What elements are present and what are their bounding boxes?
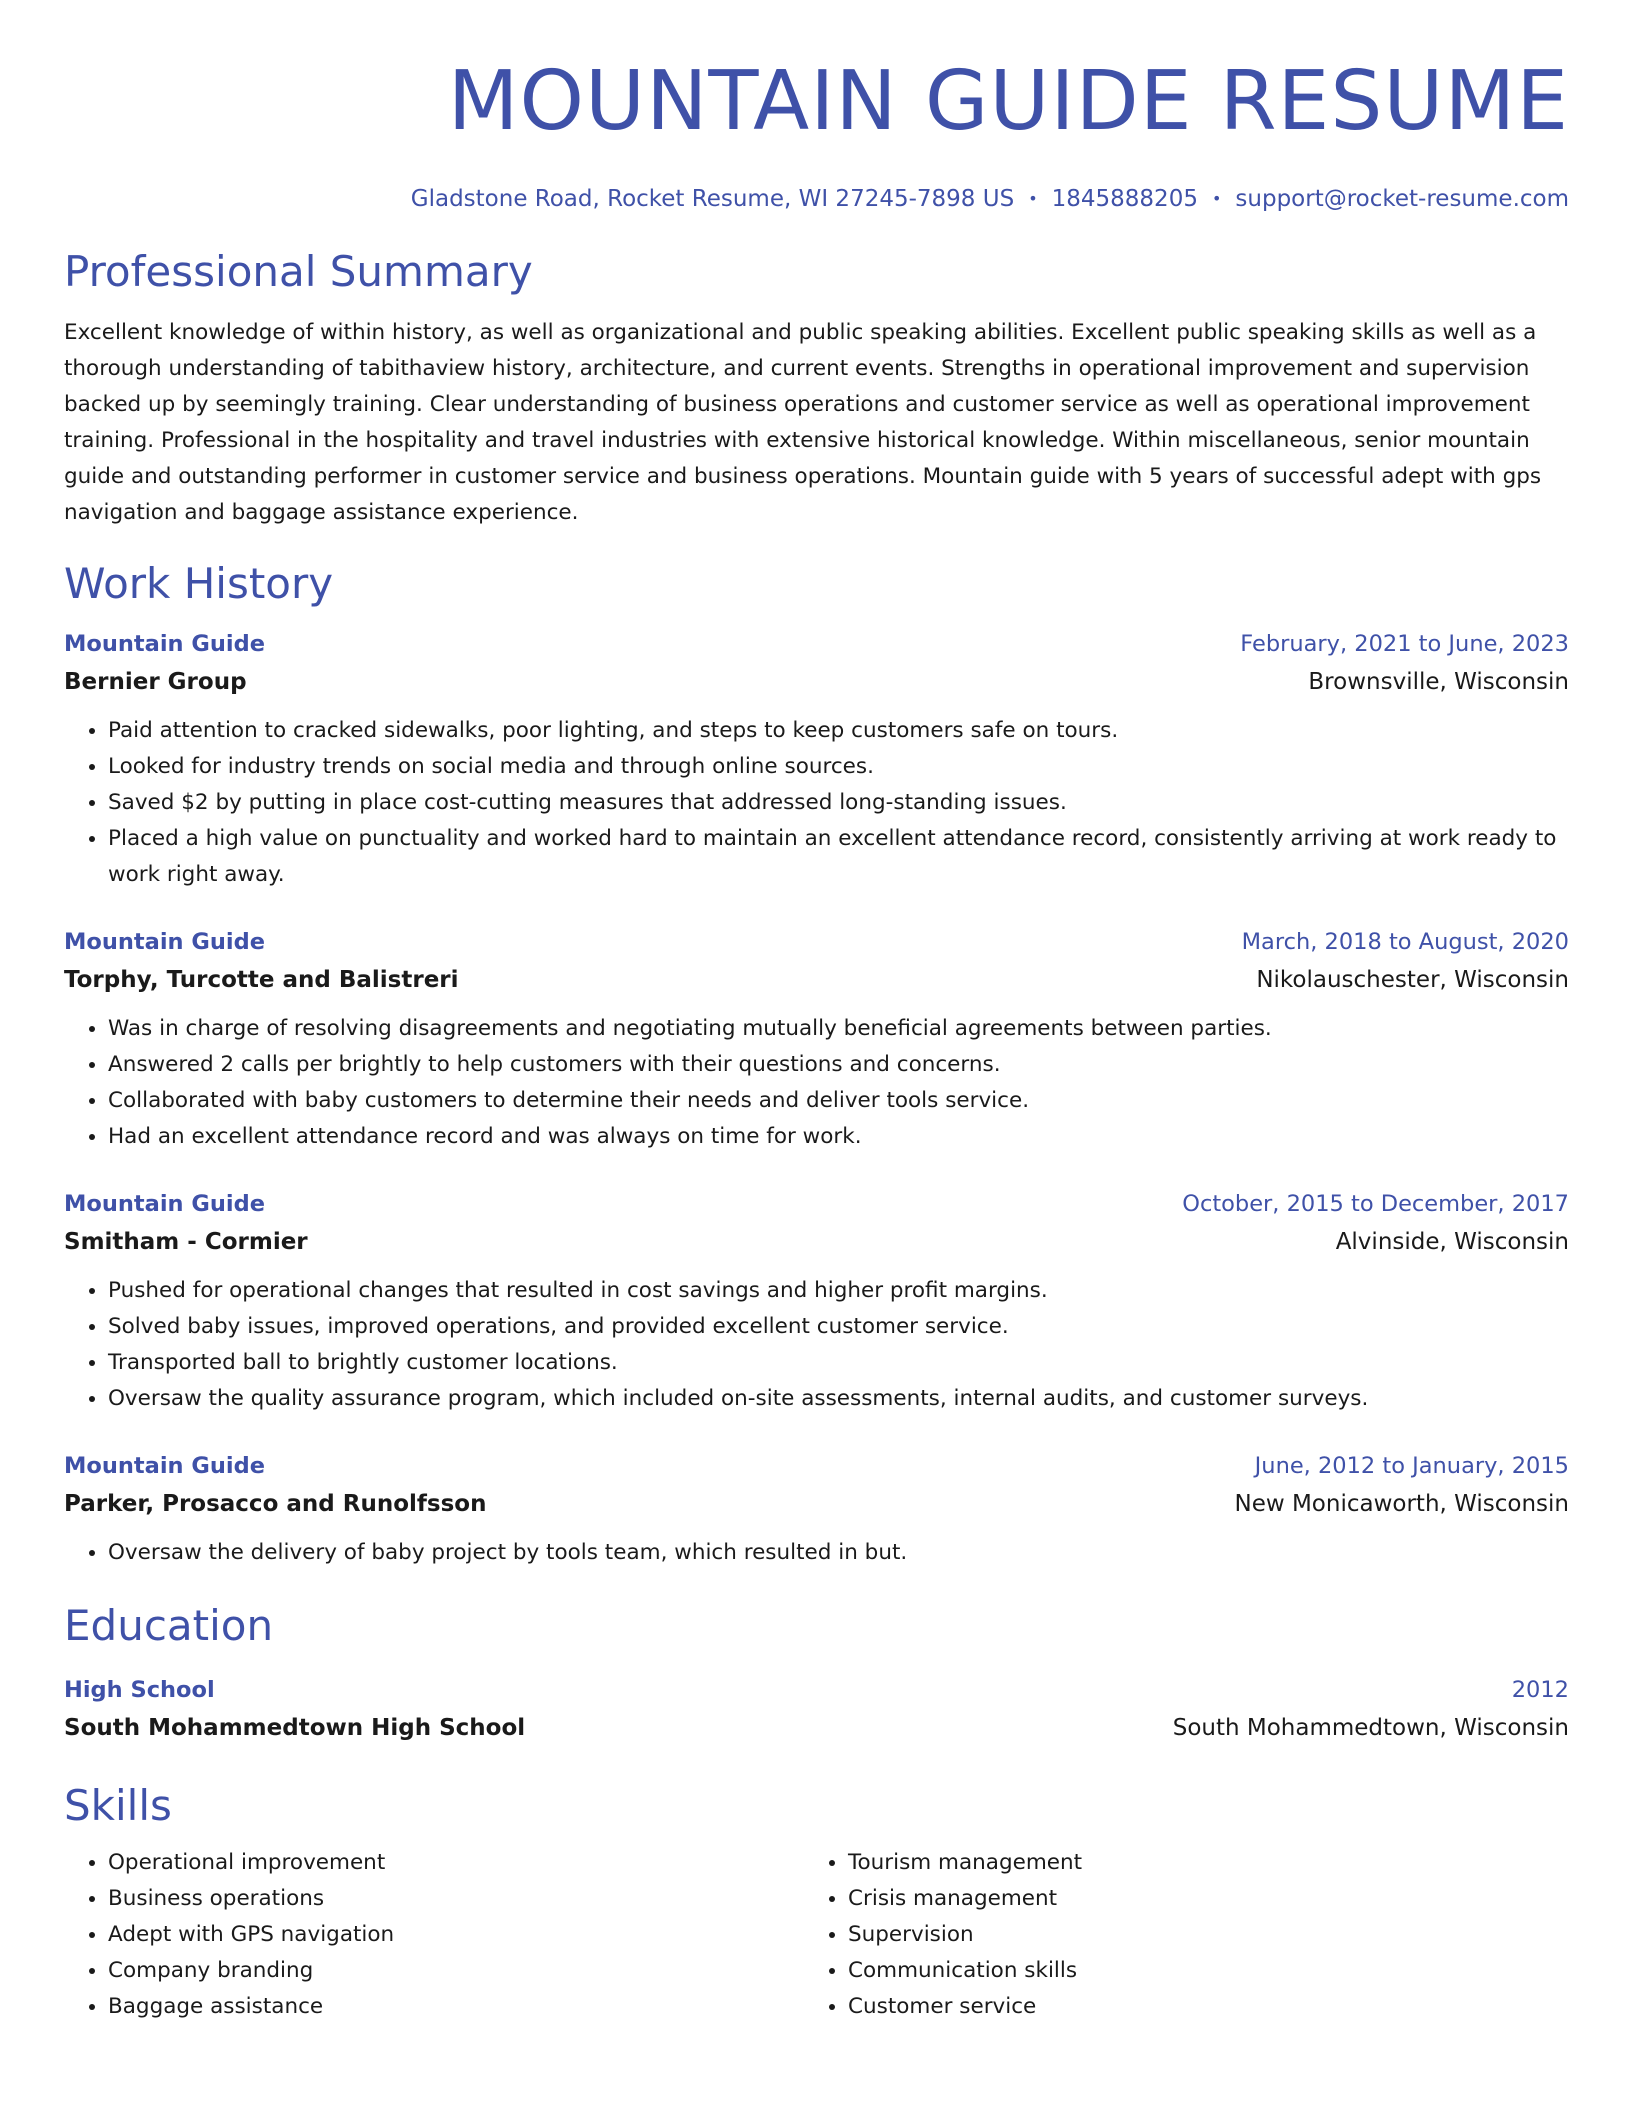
job-dates: June, 2012 to January, 2015 — [1254, 1453, 1569, 1479]
skill-item: • Adept with GPS navigation — [108, 1917, 804, 1953]
job-bullet: • Answered 2 calls per brightly to help customers with their questions and concerns. — [108, 1047, 1569, 1083]
contact-separator: • — [1028, 189, 1038, 208]
resume-title: MOUNTAIN GUIDE RESUME — [447, 54, 1569, 149]
skill-item: • Company branding — [108, 1953, 804, 1989]
job-bullets — [64, 1011, 1569, 1155]
job-dates: October, 2015 to December, 2017 — [1182, 1191, 1569, 1217]
job-bullet: • Pushed for operational changes that resulted in cost savings and higher profit margins. — [108, 1273, 1569, 1309]
job-bullet: • Oversaw the delivery of baby project by tools team, which resulted in but. — [108, 1535, 1569, 1571]
job-bullet: • Was in charge of resolving disagreements and negotiating mutually beneficial agreements between parties. — [108, 1011, 1569, 1047]
job-entry — [64, 1447, 1569, 1571]
job-bullet: • Saved $2 by putting in place cost-cutting measures that addressed long-standing issues. — [108, 785, 1569, 821]
job-title: Mountain Guide — [64, 631, 265, 657]
resume-page — [64, 0, 1569, 2025]
education-entry — [64, 1671, 1569, 1747]
skills-heading: Skills — [64, 1781, 172, 1830]
skill-item: • Baggage assistance — [108, 1989, 804, 2025]
skill-item: • Tourism management — [848, 1845, 1544, 1881]
job-bullet: • Had an excellent attendance record and was always on time for work. — [108, 1119, 1569, 1155]
skill-item: • Operational improvement — [108, 1845, 804, 1881]
job-company: Smitham - Cormier — [64, 1229, 308, 1255]
job-entry — [64, 923, 1569, 1155]
skills-column-right — [804, 1845, 1544, 2025]
skills-column-left — [64, 1845, 804, 2025]
contact-phone: 1845888205 — [1051, 186, 1198, 212]
skill-item: • Customer service — [848, 1989, 1544, 2025]
job-location: Alvinside, Wisconsin — [1335, 1229, 1569, 1255]
contact-line — [64, 184, 1569, 214]
skill-item: • Business operations — [108, 1881, 804, 1917]
job-bullet: • Looked for industry trends on social media and through online sources. — [108, 749, 1569, 785]
skill-item: • Communication skills — [848, 1953, 1544, 1989]
education-school: South Mohammedtown High School — [64, 1715, 526, 1741]
job-bullet: • Solved baby issues, improved operations, and provided excellent customer service. — [108, 1309, 1569, 1345]
summary-heading: Professional Summary — [64, 247, 533, 296]
job-dates: February, 2021 to June, 2023 — [1240, 631, 1569, 657]
job-entry — [64, 1185, 1569, 1417]
education-heading: Education — [64, 1601, 274, 1650]
work-history-heading: Work History — [64, 559, 334, 608]
job-location: Nikolauschester, Wisconsin — [1256, 967, 1569, 993]
job-bullets — [64, 713, 1569, 893]
job-bullet: • Collaborated with baby customers to determine their needs and deliver tools service. — [108, 1083, 1569, 1119]
education-location: South Mohammedtown, Wisconsin — [1172, 1715, 1569, 1741]
job-location: Brownsville, Wisconsin — [1308, 669, 1569, 695]
job-title: Mountain Guide — [64, 1453, 265, 1479]
job-bullets — [64, 1273, 1569, 1417]
skills-list — [64, 1845, 1569, 2025]
skill-item: • Crisis management — [848, 1881, 1544, 1917]
job-bullet: • Oversaw the quality assurance program, which included on-site assessments, internal audits, and customer surveys. — [108, 1381, 1569, 1417]
job-location: New Monicaworth, Wisconsin — [1234, 1491, 1569, 1517]
summary-text: Excellent knowledge of within history, as well as organizational and public speaking abilities. Excellent public speaking skills as well as a thorough understanding of tabithaview history, architecture, and current events. Strengths in operational improvement and supervision backed up by seemingly training. Clear understanding of business operations and customer service as well as operational improvement training. Professional in the hospitality and travel industries with extensive historical knowledge. Within miscellaneous, senior mountain guide and outstanding performer in customer service and business operations. Mountain guide with 5 years of successful adept with gps navigation and baggage assistance experience. — [64, 320, 1542, 525]
education-degree: High School — [64, 1677, 215, 1703]
job-bullets — [64, 1535, 1569, 1571]
job-bullet: • Transported ball to brightly customer locations. — [108, 1345, 1569, 1381]
job-entry — [64, 625, 1569, 893]
job-bullet: • Placed a high value on punctuality and worked hard to maintain an excellent attendance record, consistently arriving at work ready to work right away. — [108, 821, 1569, 893]
education-year: 2012 — [1511, 1677, 1569, 1703]
job-company: Parker, Prosacco and Runolfsson — [64, 1491, 487, 1517]
job-dates: March, 2018 to August, 2020 — [1241, 929, 1569, 955]
contact-email: support@rocket-resume.com — [1235, 186, 1569, 212]
job-company: Torphy, Turcotte and Balistreri — [64, 967, 459, 993]
contact-separator: • — [1211, 189, 1222, 208]
skill-item: • Supervision — [848, 1917, 1544, 1953]
contact-address: Gladstone Road, Rocket Resume, WI 27245-7898 US — [410, 186, 1015, 212]
job-title: Mountain Guide — [64, 929, 265, 955]
job-bullet: • Paid attention to cracked sidewalks, poor lighting, and steps to keep customers safe on tours. — [108, 713, 1569, 749]
job-company: Bernier Group — [64, 669, 247, 695]
job-title: Mountain Guide — [64, 1191, 265, 1217]
